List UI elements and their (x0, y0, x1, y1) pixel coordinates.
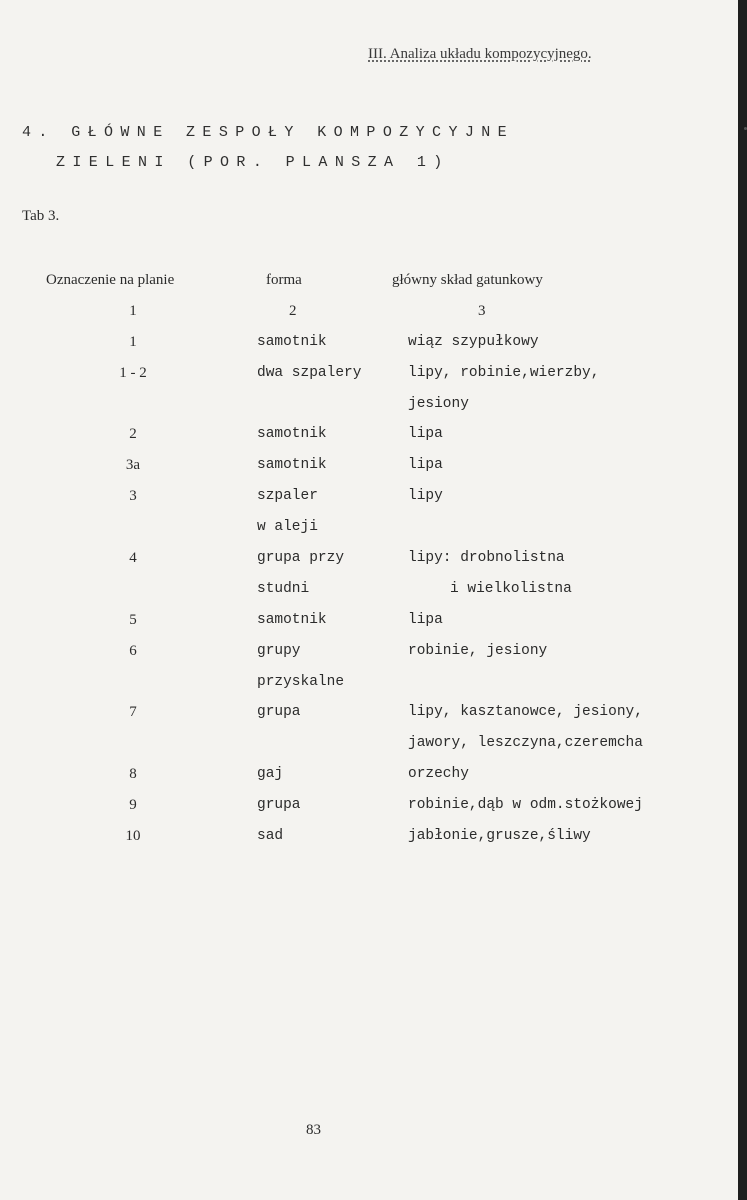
cell-designation: 8 (129, 766, 137, 783)
cell-species: lipa (408, 611, 443, 628)
cell-species: i wielkolistna (450, 580, 572, 597)
section-title-line-2: ZIELENI (POR. PLANSZA 1) (56, 154, 450, 171)
cell-species: robinie, jesiony (408, 642, 548, 659)
table-row (0, 484, 747, 515)
cell-designation: 1 - 2 (119, 364, 147, 381)
cell-form: grupa przy (257, 550, 345, 567)
table-row (0, 422, 747, 453)
cell-designation: 1 (129, 333, 137, 350)
table-row (0, 700, 747, 731)
cell-species: lipy (408, 488, 443, 505)
header-cell-form: forma (266, 272, 302, 288)
section-title (22, 118, 514, 178)
species-table (0, 268, 747, 855)
cell-designation: 10 (125, 828, 141, 845)
column-number: 3 (478, 302, 486, 319)
table-row (0, 639, 747, 670)
cell-species: lipy, kasztanowce, jesiony, (408, 704, 643, 721)
cell-species: lipa (408, 457, 443, 474)
table-row (0, 824, 747, 855)
cell-species: lipy, robinie,wierzby, (408, 364, 600, 381)
cell-form: dwa szpalery (257, 364, 362, 381)
cell-designation: 9 (129, 797, 137, 814)
cell-form: samotnik (257, 457, 327, 474)
cell-form: samotnik (257, 611, 327, 628)
cell-form: grupa (257, 704, 301, 721)
cell-form: przyskalne (257, 673, 345, 690)
section-title-line-1: 4. GŁÓWNE ZESPOŁY KOMPOZYCYJNE (22, 124, 515, 141)
cell-form: grupa (257, 797, 301, 814)
cell-designation: 3a (125, 457, 141, 474)
cell-species: lipy: drobnolistna (408, 550, 565, 567)
cell-species: jesiony (408, 395, 469, 412)
table-row (0, 330, 747, 361)
cell-designation: 4 (129, 550, 137, 567)
cell-species: robinie,dąb w odm.stożkowej (408, 797, 643, 814)
cell-species: jawory, leszczyna,czeremcha (408, 735, 643, 752)
cell-form: gaj (257, 766, 284, 783)
table-row (0, 577, 747, 608)
column-number-row (0, 299, 747, 330)
chapter-header: III. Analiza układu kompozycyjnego. (368, 46, 592, 62)
cell-designation: 5 (129, 611, 137, 628)
table-row (0, 762, 747, 793)
cell-species: orzechy (408, 766, 469, 783)
cell-form: samotnik (257, 333, 327, 350)
table-row (0, 608, 747, 639)
cell-form: samotnik (257, 426, 327, 443)
cell-form: grupy (257, 642, 301, 659)
table-row (0, 546, 747, 577)
page-number: 83 (306, 1122, 321, 1138)
header-cell-designation: Oznaczenie na planie (46, 272, 175, 288)
column-number: 1 (129, 302, 137, 319)
header-cell-species: główny skład gatunkowy (392, 272, 543, 288)
table-row (0, 731, 747, 762)
table-row (0, 793, 747, 824)
table-header-row (0, 268, 747, 299)
cell-species: lipa (408, 426, 443, 443)
table-row (0, 515, 747, 546)
table-row (0, 392, 747, 423)
cell-form: szpaler (257, 488, 318, 505)
column-number: 2 (289, 302, 297, 319)
cell-species: wiąz szypułkowy (408, 333, 539, 350)
table-label: Tab 3. (22, 208, 60, 224)
table-row (0, 453, 747, 484)
cell-species: jabłonie,grusze,śliwy (408, 828, 591, 845)
cell-designation: 7 (129, 704, 137, 721)
cell-form: sad (257, 828, 284, 845)
cell-form: studni (257, 580, 310, 597)
cell-designation: 6 (129, 642, 137, 659)
table-row (0, 361, 747, 392)
table-body (0, 330, 747, 855)
table-row (0, 670, 747, 701)
cell-designation: 2 (129, 426, 137, 443)
cell-designation: 3 (129, 488, 137, 505)
cell-form: w aleji (257, 519, 318, 536)
